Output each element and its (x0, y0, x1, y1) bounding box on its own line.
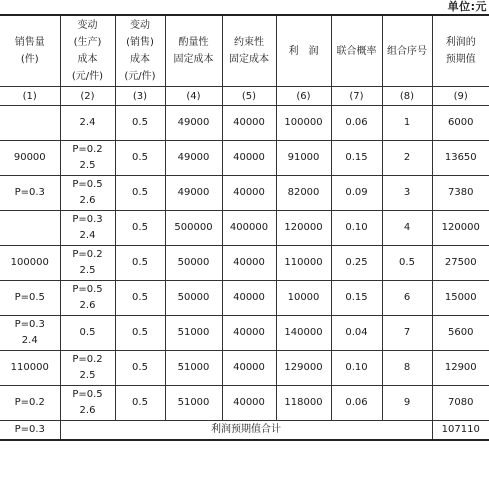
table-cell: 40000 (222, 281, 276, 316)
table-cell: 0.5 (60, 316, 115, 351)
table-cell: 50000 (165, 246, 222, 281)
table-cell: 500000 (165, 211, 222, 246)
index-cell: (1) (0, 87, 60, 106)
table-cell: 3 (382, 176, 432, 211)
table-cell: 100000 (276, 106, 331, 141)
table-cell: P=0.2 2.5 (60, 141, 115, 176)
table-cell: 0.10 (331, 211, 382, 246)
table-cell: 27500 (432, 246, 489, 281)
table-cell: 0.5 (115, 106, 165, 141)
table-cell: 118000 (276, 386, 331, 421)
total-label: 利润预期值合计 (60, 421, 432, 441)
table-cell: 2 (382, 141, 432, 176)
table-cell: 400000 (222, 211, 276, 246)
index-cell: (2) (60, 87, 115, 106)
table-cell: P=0.5 (0, 281, 60, 316)
table-row (0, 386, 489, 421)
table-cell: P=0.5 2.6 (60, 281, 115, 316)
table-cell: 90000 (0, 141, 60, 176)
table-cell: P=0.2 2.5 (60, 246, 115, 281)
index-cell: (9) (432, 87, 489, 106)
table-cell: 51000 (165, 386, 222, 421)
header-joint-probability: 联合概率 (331, 15, 382, 87)
table-cell: 0.5 (115, 316, 165, 351)
table-cell: 50000 (165, 281, 222, 316)
table-cell: 40000 (222, 316, 276, 351)
table-cell: P=0.5 2.6 (60, 386, 115, 421)
table-cell: 0.5 (115, 386, 165, 421)
index-row (0, 87, 489, 106)
table-cell: 6000 (432, 106, 489, 141)
table-cell: 40000 (222, 106, 276, 141)
header-committed-fixed-cost: 约束性 固定成本 (222, 15, 276, 87)
table-cell: 120000 (432, 211, 489, 246)
header-variable-production-cost: 变动 (生产) 成本 (元/件) (60, 15, 115, 87)
table-cell: 6 (382, 281, 432, 316)
table-cell: 1 (382, 106, 432, 141)
table-cell: 12900 (432, 351, 489, 386)
table-cell: 5600 (432, 316, 489, 351)
table-cell: 0.5 (115, 141, 165, 176)
header-row (0, 15, 489, 87)
header-sales-volume: 销售量 (件) (0, 15, 60, 87)
header-expected-profit: 利润的 预期值 (432, 15, 489, 87)
index-cell: (6) (276, 87, 331, 106)
table-cell: 0.5 (115, 176, 165, 211)
table-cell: 10000 (276, 281, 331, 316)
table-cell: 49000 (165, 141, 222, 176)
table-cell: 0.06 (331, 386, 382, 421)
table-cell: P=0.3 2.4 (0, 316, 60, 351)
table-cell: 110000 (276, 246, 331, 281)
table-cell: P=0.2 2.5 (60, 351, 115, 386)
table-cell: 129000 (276, 351, 331, 386)
table-cell: 49000 (165, 176, 222, 211)
table-cell: 0.25 (331, 246, 382, 281)
table-cell: 0.15 (331, 281, 382, 316)
table-cell: 140000 (276, 316, 331, 351)
table-row (0, 106, 489, 141)
table-cell: 4 (382, 211, 432, 246)
table-cell: 0.5 (115, 211, 165, 246)
header-profit: 利 润 (276, 15, 331, 87)
total-value: 107110 (432, 421, 489, 441)
table-cell: 40000 (222, 141, 276, 176)
header-discretionary-fixed-cost: 酌量性 固定成本 (165, 15, 222, 87)
index-cell: (4) (165, 87, 222, 106)
index-cell: (7) (331, 87, 382, 106)
table-row (0, 281, 489, 316)
table-cell: 51000 (165, 351, 222, 386)
table-cell: 7380 (432, 176, 489, 211)
table-row (0, 211, 489, 246)
table-cell: 7080 (432, 386, 489, 421)
table-row (0, 141, 489, 176)
table-cell: 0.5 (115, 246, 165, 281)
table-cell: 100000 (0, 246, 60, 281)
table-cell: 0.06 (331, 106, 382, 141)
table-cell (0, 106, 60, 141)
total-row (0, 421, 489, 441)
table-cell: P=0.3 (0, 176, 60, 211)
index-cell: (8) (382, 87, 432, 106)
table-cell: 8 (382, 351, 432, 386)
table-cell: 120000 (276, 211, 331, 246)
table-cell: 0.04 (331, 316, 382, 351)
index-cell: (5) (222, 87, 276, 106)
table-cell: 0.5 (115, 351, 165, 386)
table-cell (0, 211, 60, 246)
table-cell: 15000 (432, 281, 489, 316)
data-rows (0, 106, 489, 421)
table-cell: 13650 (432, 141, 489, 176)
table-cell: P=0.3 2.4 (60, 211, 115, 246)
table-row (0, 246, 489, 281)
table-cell: 40000 (222, 351, 276, 386)
table-row (0, 316, 489, 351)
table-cell: 51000 (165, 316, 222, 351)
total-first-cell: P=0.3 (0, 421, 60, 441)
table-cell: 7 (382, 316, 432, 351)
table-row (0, 351, 489, 386)
table-cell: 0.5 (115, 281, 165, 316)
header-variable-sales-cost: 变动 (销售) 成本 (元/件) (115, 15, 165, 87)
table-cell: P=0.2 (0, 386, 60, 421)
table-cell: 40000 (222, 246, 276, 281)
table-cell: 0.5 (382, 246, 432, 281)
table-cell: 2.4 (60, 106, 115, 141)
table-cell: 40000 (222, 176, 276, 211)
table-cell: 40000 (222, 386, 276, 421)
unit-label: 单位:元 (447, 0, 487, 13)
table-cell: 0.09 (331, 176, 382, 211)
index-cell: (3) (115, 87, 165, 106)
table-cell: P=0.5 2.6 (60, 176, 115, 211)
table-cell: 91000 (276, 141, 331, 176)
profit-expectation-table (0, 14, 489, 441)
header-combination-number: 组合序号 (382, 15, 432, 87)
table-cell: 49000 (165, 106, 222, 141)
table-cell: 82000 (276, 176, 331, 211)
table-cell: 110000 (0, 351, 60, 386)
table-cell: 0.15 (331, 141, 382, 176)
table-row (0, 176, 489, 211)
table-cell: 9 (382, 386, 432, 421)
table-cell: 0.10 (331, 351, 382, 386)
table-container (0, 14, 489, 500)
